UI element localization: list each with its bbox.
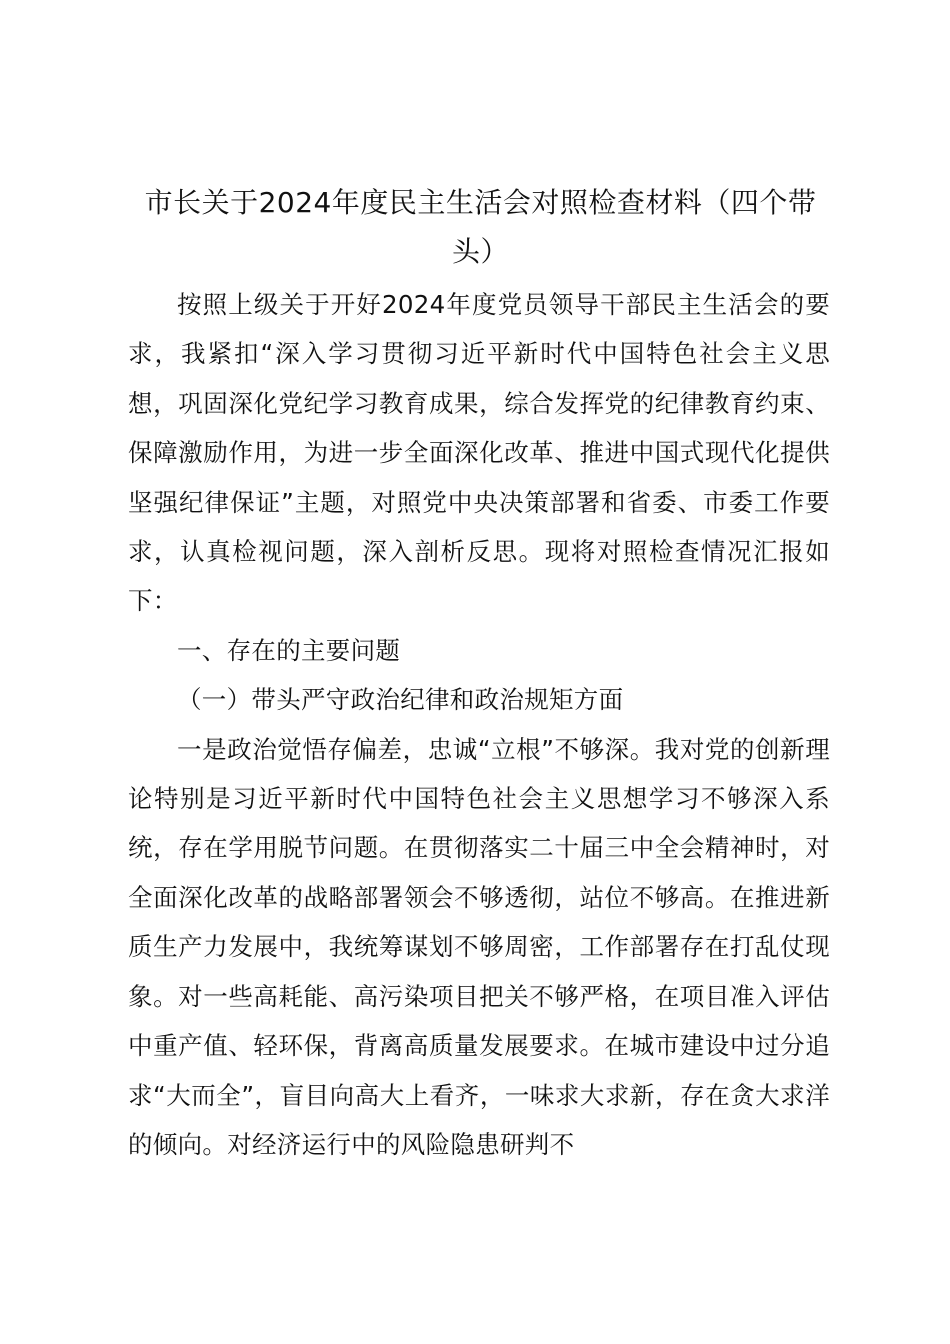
section-heading: 一、存在的主要问题	[177, 635, 401, 665]
body-paragraph: 一是政治觉悟存偏差，忠诚“立根”不够深。我对党的创新理论特别是习近平新时代中国特色社会主义思想学习不够深入系统，存在学用脱节问题。在贯彻落实二十届三中全会精神时，对全面深化改革的战略部署领会不够透彻，站位不够高。在推进新质生产力发展中，我统筹谋划不够周密，工作部署存在打乱仗现象。对一些高耗能、高污染项目把关不够严格，在项目准入评估中重产值、轻环保，背离高质量发展要求。在城市建设中过分追求“大而全”，盲目向高大上看齐，一味求大求新，存在贪大求洋的倾向。对经济运行中的风险隐患研判不	[128, 734, 830, 1159]
subsection-heading: （一）带头严守政治纪律和政治规矩方面	[177, 685, 624, 715]
document-title: 市长关于2024年度民主生活会对照检查材料（四个带头）	[144, 186, 817, 268]
document-body	[128, 280, 830, 1169]
intro-paragraph: 按照上级关于开好2024年度党员领导干部民主生活会的要求，我紧扣“深入学习贯彻习近平新时代中国特色社会主义思想，巩固深化党纪学习教育成果，综合发挥党的纪律教育约束、保障激励作用，为进一步全面深化改革、推进中国式现代化提供坚强纪律保证”主题，对照党中央决策部署和省委、市委工作要求，认真检视问题，深入剖析反思。现将对照检查情况汇报如下：	[128, 290, 830, 616]
